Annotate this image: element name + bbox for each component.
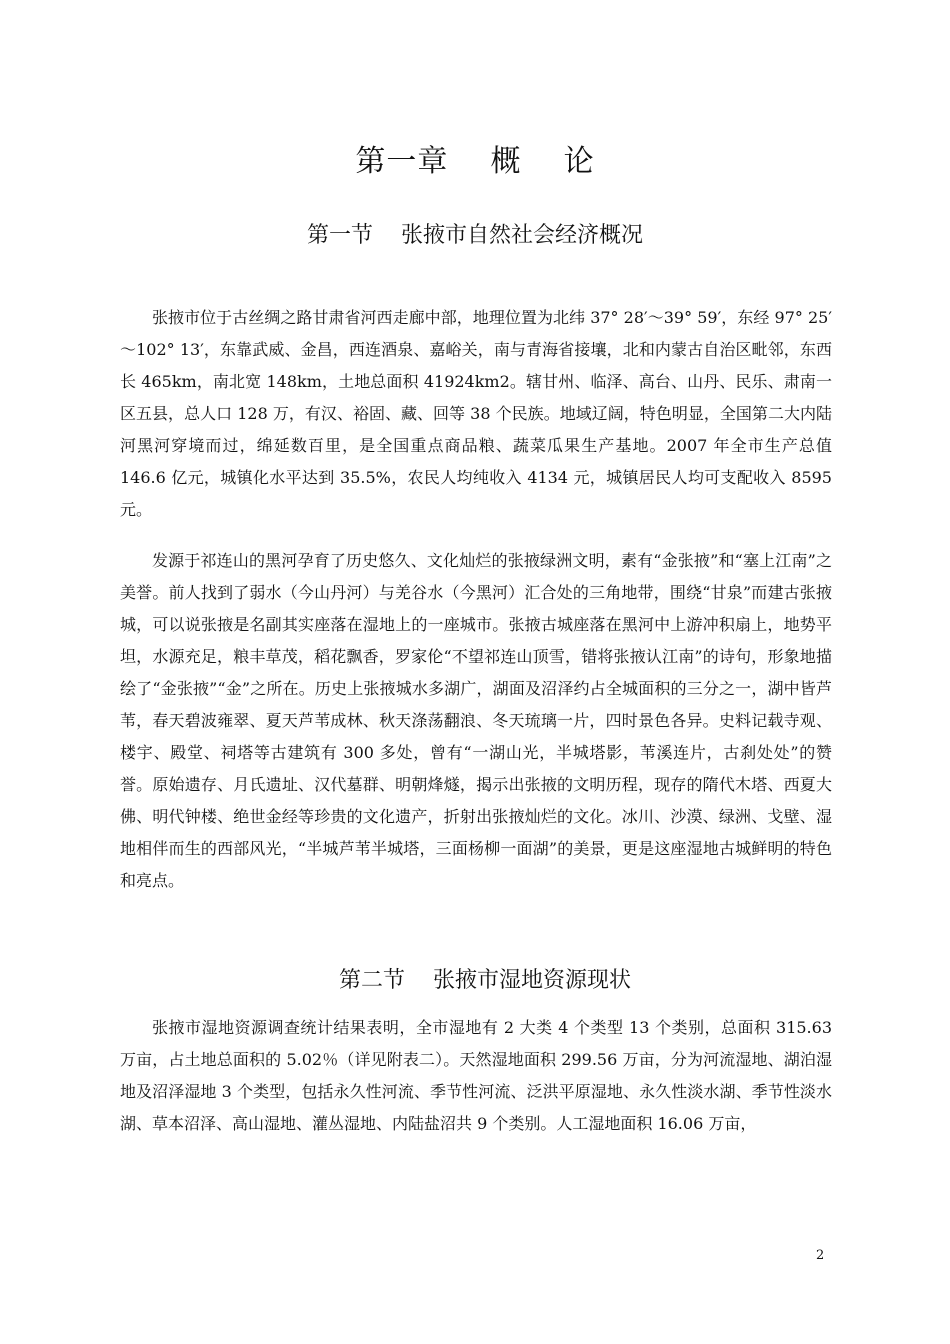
section1-paragraph-1: 张掖市位于古丝绸之路甘肃省河西走廊中部，地理位置为北纬 37° 28′～39° 59′，东经 97° 25′～102° 13′，东靠武威、金昌，西连酒泉、嘉峪关，南与青海省接壤，北和内蒙古自治区毗邻，东西长 465km，南北宽 148km，土地总面积 41924km2。辖甘州、临泽、高台、山丹、民乐、肃南一区五县，总人口 128 万，有汉、裕固、藏、回等 38 个民族。地域辽阔，特色明显，全国第二大内陆河黑河穿境而过，绵延数百里，是全国重点商品粮、蔬菜瓜果生产基地。2007 年全市生产总值 146.6 亿元，城镇化水平达到 35.5%，农民人均纯收入 4134 元，城镇居民人均可支配收入 8595 元。	[120, 308, 832, 519]
chapter-title: 第一章 概 论	[355, 144, 595, 179]
section2-paragraph-1: 张掖市湿地资源调查统计结果表明，全市湿地有 2 大类 4 个类型 13 个类别，总面积 315.63 万亩，占土地总面积的 5.02％（详见附表二）。天然湿地面积 299.56 万亩，分为河流湿地、湖泊湿地及沼泽湿地 3 个类型，包括永久性河流、季节性河流、泛洪平原湿地、永久性淡水湖、季节性淡水湖、草本沼泽、高山湿地、灌丛湿地、内陆盐沼共 9 个类别。人工湿地面积 16.06 万亩，	[120, 1018, 832, 1133]
section-title-1: 第一节 张掖市自然社会经济概况	[307, 223, 643, 248]
section1-paragraph-2: 发源于祁连山的黑河孕育了历史悠久、文化灿烂的张掖绿洲文明，素有“金张掖”和“塞上江南”之美誉。前人找到了弱水（今山丹河）与羌谷水（今黑河）汇合处的三角地带，围绕“甘泉”而建古张掖城，可以说张掖是名副其实座落在湿地上的一座城市。张掖古城座落在黑河中上游冲积扇上，地势平坦，水源充足，粮丰草茂，稻花飘香，罗家伦“不望祁连山顶雪，错将张掖认江南”的诗句，形象地描绘了“金张掖”“金”之所在。历史上张掖城水多湖广，湖面及沼泽约占全城面积的三分之一，湖中皆芦苇，春天碧波雍翠、夏天芦苇成林、秋天涤荡翻浪、冬天琉璃一片，四时景色各异。史料记载寺观、楼宇、殿堂、祠塔等古建筑有 300 多处，曾有“一湖山光，半城塔影，苇溪连片，古刹处处”的赞誉。原始遗存、月氏遗址、汉代墓群、明朝烽燧，揭示出张掖的文明历程，现存的隋代木塔、西夏大佛、明代钟楼、绝世金经等珍贵的文化遗产，折射出张掖灿烂的文化。冰川、沙漠、绿洲、戈壁、湿地相伴而生的西部风光，“半城芦苇半城塔，三面杨柳一面湖”的美景，更是这座湿地古城鲜明的特色和亮点。	[120, 551, 832, 890]
page-number: 2	[816, 1248, 825, 1263]
section-title-2: 第二节 张掖市湿地资源现状	[339, 968, 631, 993]
